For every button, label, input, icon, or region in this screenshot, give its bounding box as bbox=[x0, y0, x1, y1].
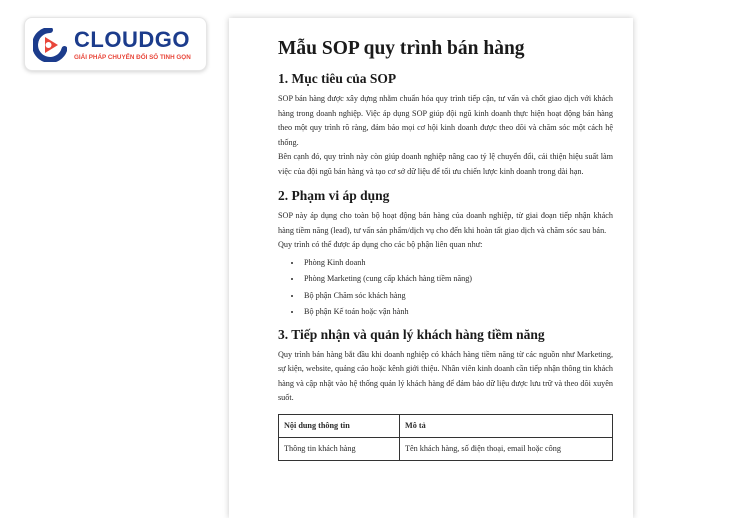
logo-tagline: GIẢI PHÁP CHUYỂN ĐỔI SỐ TINH GỌN bbox=[74, 54, 191, 61]
list-item: • Phòng Marketing (cung cấp khách hàng tiềm năng) bbox=[302, 271, 613, 288]
paragraph: Bên cạnh đó, quy trình này còn giúp doanh nghiệp nâng cao tỷ lệ chuyển đổi, cải thiện hiệu suất làm việc của đội ngũ bán hàng và tạo cơ sở dữ liệu để tối ưu chiến lược kinh doanh trong dài hạn. bbox=[278, 152, 613, 176]
cloudgo-logo-icon bbox=[33, 28, 67, 62]
document-title: Mẫu SOP quy trình bán hàng bbox=[278, 38, 525, 59]
paragraph: Quy trình có thể được áp dụng cho các bộ phận liên quan như: bbox=[278, 240, 483, 249]
document-page bbox=[229, 18, 633, 518]
table-cell: Thông tin khách hàng bbox=[279, 437, 400, 460]
paragraph: SOP này áp dụng cho toàn bộ hoạt động bán hàng của doanh nghiệp, từ giai đoạn tiếp nhận khách hàng tiềm năng (lead), tư vấn sản phẩm/dịch vụ cho đến khi hoàn tất giao dịch và chăm sóc sau bán. bbox=[278, 211, 613, 235]
table-cell: Tên khách hàng, số điện thoại, email hoặc công bbox=[400, 437, 613, 460]
table-header-cell: Nội dung thông tin bbox=[279, 414, 400, 437]
table-row bbox=[279, 437, 613, 460]
list-item: • Bộ phận Kế toán hoặc vận hành bbox=[302, 304, 613, 321]
paragraph: SOP bán hàng được xây dựng nhằm chuẩn hóa quy trình tiếp cận, tư vấn và chốt giao dịch với khách hàng trong doanh nghiệp. Việc áp dụng SOP giúp đội ngũ kinh doanh thực hiện hoạt động bán hàng theo một quy trình rõ ràng, đảm bảo mọi cơ hội kinh doanh được theo dõi và chăm sóc một cách hệ thống. bbox=[278, 94, 613, 147]
list-item: • Phòng Kinh doanh bbox=[302, 255, 613, 272]
cloudgo-logo bbox=[24, 17, 207, 71]
info-table bbox=[278, 414, 613, 461]
logo-name: CLOUDGO bbox=[74, 27, 190, 52]
list-item: • Bộ phận Chăm sóc khách hàng bbox=[302, 288, 613, 305]
paragraph: Quy trình bán hàng bắt đầu khi doanh nghiệp có khách hàng tiềm năng từ các nguồn như Marketing, sự kiện, website, quảng cáo hoặc kênh giới thiệu. Nhân viên kinh doanh cần tiếp nhận thông tin khách hàng và cập nhật vào hệ thống quản lý khách hàng để đảm bảo dữ liệu được lưu trữ và theo dõi xuyên suốt. bbox=[278, 349, 613, 402]
table-header-cell: Mô tả bbox=[400, 414, 613, 437]
table-header-row bbox=[279, 414, 613, 437]
section-heading-lead-management: 3. Tiếp nhận và quản lý khách hàng tiềm năng bbox=[278, 326, 545, 342]
section-heading-scope: 2. Phạm vi áp dụng bbox=[278, 188, 390, 203]
section-heading-objective: 1. Mục tiêu của SOP bbox=[278, 71, 397, 86]
bullet-list bbox=[278, 255, 613, 321]
